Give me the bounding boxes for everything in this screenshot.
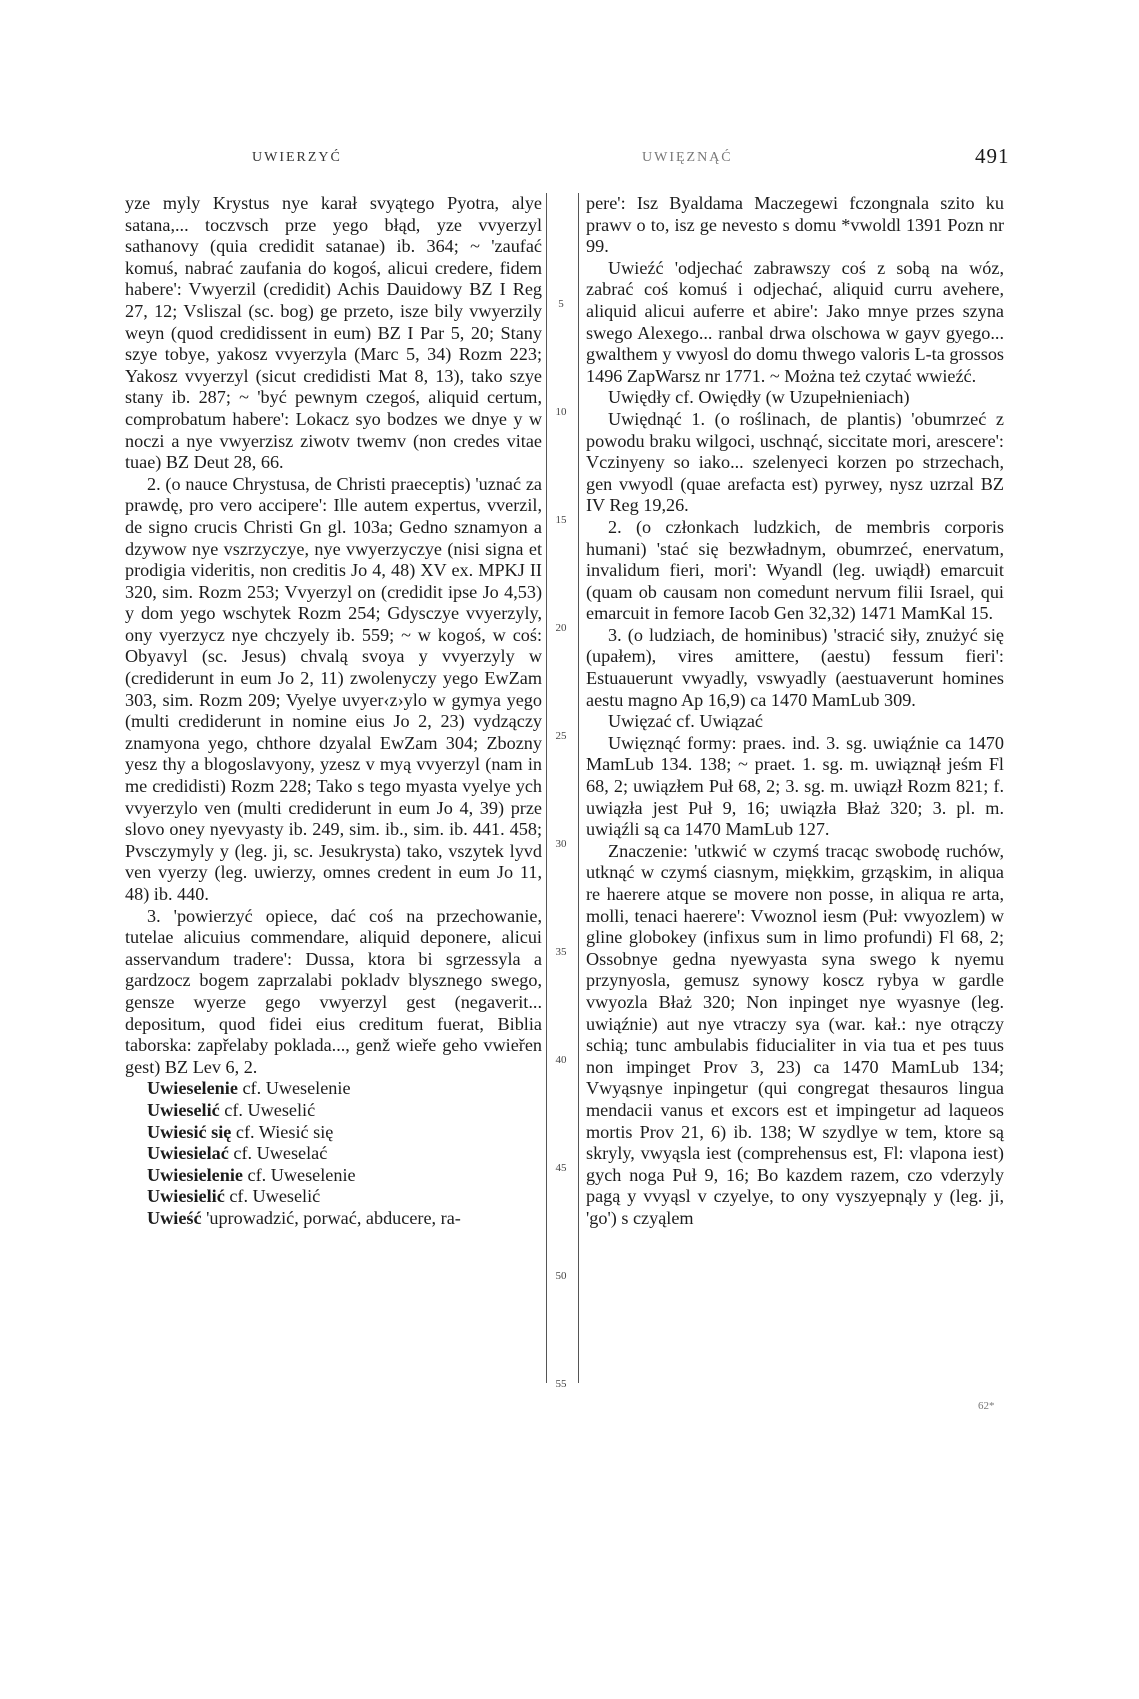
- headword: Uwieść: [147, 1207, 202, 1228]
- headword: Uwieselenie: [147, 1078, 238, 1099]
- right-column: [586, 193, 1004, 1230]
- cross-reference: cf. Uweselenie: [247, 1164, 356, 1185]
- cross-reference-entry: [125, 1122, 542, 1144]
- line-number: 20: [555, 622, 567, 634]
- headword: Uwiesić się: [147, 1121, 232, 1142]
- cross-reference: cf. Uweselenie: [242, 1078, 351, 1099]
- entry-text: Uwieźć 'odjechać zabrawszy coś z sobą na wóz, zabrać coś komuś i odjechać, aliquid curru avehere, aliquid alicui auferre et abire': Jako mnye przes szyna swego Alexego... ranbal drwa olschowa w gayv gyego... gwalthem y vwyosl do domu thwego valoris L-ta grossos 1496 ZapWarsz nr 1771. ~ Można też czytać wwieźć.: [586, 257, 1004, 386]
- definition: 'uprowadzić, porwać, abducere, ra-: [206, 1207, 461, 1228]
- entry-text: Uwiędnąć 1. (o roślinach, de plantis) 'obumrzeć z powodu braku wilgoci, uschnąć, siccitate mori, arescere': Vczinyeny so iako... szelenyeci korzen po strzechach, gen vwyodl (quae arefacta est) pyrwey, nysz uzrzal BZ IV Reg 19,26.: [586, 408, 1004, 516]
- line-number: 55: [555, 1378, 567, 1390]
- entry-text: 3. (o ludziach, de hominibus) 'stracić siły, znużyć się (upałem), vires amittere, (aestu) fessum fieri': Estuauerunt vwyadly, vswyadly (aestuaverunt homines aestu magno Ap 16,9) ca 1470 MamLub 309.: [586, 624, 1004, 710]
- line-number: 10: [555, 406, 567, 418]
- cross-reference: cf. Uweselić: [224, 1099, 316, 1120]
- line-number: 40: [555, 1054, 567, 1066]
- page-number: 491: [975, 144, 1010, 168]
- entry-text: Uwięzać cf. Uwiązać: [608, 711, 763, 732]
- cross-reference: cf. Wiesić się: [235, 1121, 334, 1142]
- entry-text: 3. 'powierzyć opiece, dać coś na przechowanie, tutelae alicuius commendare, aliquid deponere, alicui asservandum tradere': Dussa, ktora bi sgrzessyla a gardzocz bogem zaprzalabi pokladv blysznego swego, gensze wyerze gego vwyerzyl gest (negaverit... depositum, quod fidei eius creditum fuerat, Biblia taborska: zapřelaby poklada..., genž wieře geho vwieřen gest) BZ Lev 6, 2.: [125, 905, 542, 1077]
- entry-text: yze myly Krystus nye karał svyątego Pyotra, alye satana,... toczvsch prze yego błąd, yze vvyerzyl sathanovy (quia credidit satanae) ib. 364; ~ 'zaufać komuś, nabrać zaufania do kogoś, alicui credere, fidem habere': Vwyerzil (credidit) Achis Dauidowy BZ I Reg 27, 12; Vsliszal (sc. bog) ge przeto, isze bily vwyerzily weyn (quod credidissent in eum) BZ I Par 5, 20; Stany szye tobye, yakosz vvyerzyla (Marc 5, 34) Rozm 223; Yakosz vvyerzyl (sicut credidisti Mat 8, 13), tako szye stany ib. 287; ~ 'być pewnym czegoś, aliquid certum, comprobatum habere': Lokacz syo bodzes we dnye y w noczi a nye vwyerzisz ziwotv twemv (non credes vitae tuae) BZ Deut 28, 66.: [125, 193, 542, 473]
- entry-text: Uwiędły cf. Owiędły (w Uzupełnieniach): [608, 387, 910, 408]
- running-head-left: UWIERZYĆ: [252, 150, 342, 165]
- column-rule-right: [578, 193, 579, 1383]
- cross-reference-entry: [125, 1165, 542, 1187]
- entry-text: 2. (o członkach ludzkich, de membris corporis humani) 'stać się bezwładnym, obumrzeć, enervatum, invalidum fieri, mori': Wyandl (leg. uwiądł) emarcuit (quam ob causam non comedunt nervum filii Israel, qui emarcuit in femore Iacob Gen 32,32) 1471 MamKal 15.: [586, 516, 1004, 624]
- line-number: 15: [555, 514, 567, 526]
- line-number: 5: [558, 298, 564, 310]
- cross-reference: cf. Uweselać: [233, 1143, 328, 1164]
- headword: Uwiesielenie: [147, 1164, 243, 1185]
- entry-text: Znaczenie: 'utkwić w czymś tracąc swobodę ruchów, utknąć w czymś ciasnym, miękkim, grząskim, in aliqua re haerere atque se movere non posse, in aliqua re arta, molli, tenaci haerere': Vwoznol iesm (Puł: vwyozlem) w gline globokey (infixus sum in limo profundi) Fl 68, 2; Ossobnye gedna nyewyasta syna swego k nyemu przynyosla, gemusz synowy koscz rybya w gardle vwyozla Błaż 320; Non inpinget nye wyasnye (leg. uwiąźnie) aut nye vtraczy sya (war. kał.: nye otrączy schią; tunc ambulabis fiducialiter in via tua et pes tuus non impinget Prov 3, 23) ca 1470 MamLub 134; Vwyąsnye inpingetur (qui congregat thesauros lingua mendacii vanus et excors est et impingetur ad laqueos mortis Prov 21, 6) ib. 138; W szydlye w tem, ktore są skryly, vwyąsla iest (comprehensus est, Fl: vlapona iest) gych noga Puł 9, 16; Bo kazdem razem, czo vderzyly pagą y vvyąsl v czyelye, to ony vyszyepnąly y (leg. ji, 'go') s czyąlem: [586, 840, 1004, 1228]
- cross-reference-entry: [125, 1186, 542, 1208]
- line-number: 25: [555, 730, 567, 742]
- dictionary-entry: [125, 1208, 542, 1230]
- entry-text: pere': Isz Byaldama Maczegewi fczongnala szito ku prawv o to, isz ge nevesto s domu *vwoldl 1391 Pozn nr 99.: [586, 193, 1004, 257]
- line-number: 50: [555, 1270, 567, 1282]
- headword: Uwiesielić: [147, 1186, 225, 1207]
- line-number: 30: [555, 838, 567, 850]
- line-number: 45: [555, 1162, 567, 1174]
- cross-reference-entry: [125, 1100, 542, 1122]
- column-rule-left: [546, 193, 547, 1383]
- running-head-right: UWIĘZNĄĆ: [642, 150, 733, 165]
- cross-reference: cf. Uweselić: [229, 1186, 321, 1207]
- printer-signature: 62*: [978, 1400, 995, 1412]
- cross-reference-entry: [125, 1078, 542, 1100]
- left-column: [125, 193, 542, 1230]
- line-number: 35: [555, 946, 567, 958]
- headword: Uwieselić: [147, 1099, 220, 1120]
- cross-reference-entry: [125, 1143, 542, 1165]
- entry-text: Uwięznąć formy: praes. ind. 3. sg. uwiąźnie ca 1470 MamLub 134. 138; ~ praet. 1. sg. m. uwiąznął jeśm Fl 68, 2; uwiązłem Puł 68, 2; 3. sg. m. uwiązł Rozm 821; f. uwiązła jest Puł 9, 16; uwiązła Błaż 320; 3. pl. m. uwiąźli są ca 1470 MamLub 127.: [586, 732, 1004, 840]
- entry-text: 2. (o nauce Chrystusa, de Christi praeceptis) 'uznać za prawdę, pro vero accipere': Ille autem expertus, vverzil, de signo crucis Christi Gn gl. 103a; Gedno sznamyon a dzywow nye vszrzyczye, nye vwyerzyczye (nisi signa et prodigia videritis, non creditis Jo 4, 48) XV ex. MPKJ II 320, sim. Rozm 253; Vvyerzyl on (credidit ipse Jo 4,53) y dom yego wschytek Rozm 254; Gdysczye vvyerzyly, ony vyerzycz nye chczyely ib. 559; ~ w kogoś, w coś: Obyavyl (sc. Jesus) chvalą svoya y vvyerzyly w (crediderunt in eum Jo 2, 11) zwolenyczy yego EwZam 303, sim. Rozm 209; Vyelye uvyer‹z›ylo w gymya yego (multi crediderunt in nomine eius Jo 2, 23) vydzączy znamyona yego, chthore dzyalal EwZam 304; Zbozny yesz thy a blogoslavyony, yzesz v myą vvyerzyl (nam in me credidisti) Rozm 228; Tako s tego myasta vyelye ych vvyerzylo ven (multi crediderunt in eum Jo 4, 39) prze slovo oney nyevyasty ib. 249, sim. ib., sim. ib. 441. 458; Pvsczymyly y (leg. ji, sc. Jesukrysta) tako, vszytek lyvd ven vyerzy (leg. uwierzy, omnes credent in eum Jo 11, 48) ib. 440.: [125, 473, 542, 904]
- headword: Uwiesielać: [147, 1143, 229, 1164]
